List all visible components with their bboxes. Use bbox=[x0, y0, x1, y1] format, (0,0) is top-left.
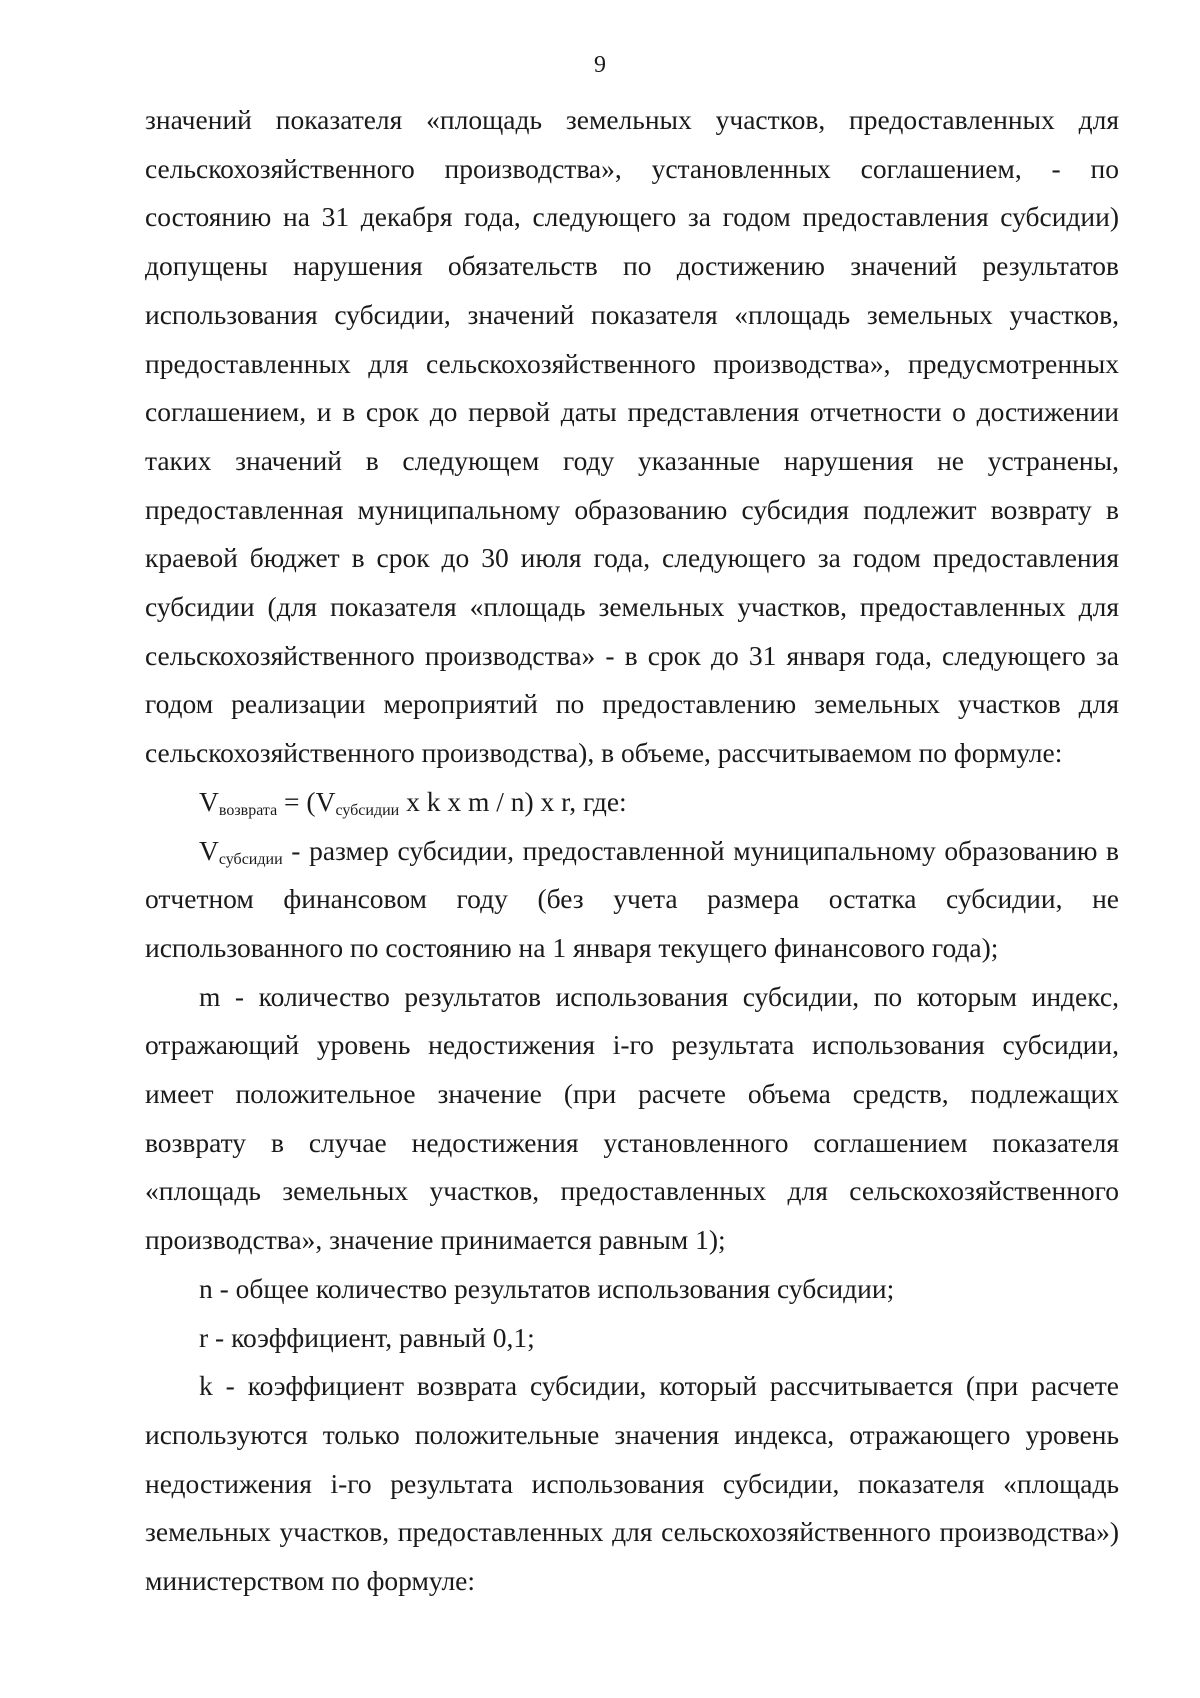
definition-v-text: - размер субсидии, предоставленной муниципальному образованию в отчетном финансовом году (без учета размера остатка субсидии, не использованного по состоянию на 1 января текущего финансового года); bbox=[145, 834, 1119, 963]
formula-sub-subsidy: субсидии bbox=[335, 801, 400, 819]
document-body bbox=[145, 96, 1119, 1606]
definition-k: k - коэффициент возврата субсидии, который рассчитывается (при расчете используются только положительные значения индекса, отражающего уровень недостижения i-го результата использования субсидии, показателя «площадь земельных участков, предоставленных для сельскохозяйственного производства») министерством по формуле: bbox=[145, 1370, 1119, 1597]
definition-v-symbol: V bbox=[199, 834, 219, 866]
formula-v: V bbox=[199, 785, 219, 817]
paragraph-return-conditions: значений показателя «площадь земельных участков, предоставленных для сельскохозяйственного производства», установленных соглашением, - по состоянию на 31 декабря года, следующего за годом предоставления субсидии) допущены нарушения обязательств по достижению значений результатов использования субсидии, значений показателя «площадь земельных участков, предоставленных для сельскохозяйственного производства», предусмотренных соглашением, и в срок до первой даты представления отчетности о достижении таких значений в следующем году указанные нарушения не устранены, предоставленная муниципальному образованию субсидия подлежит возврату в краевой бюджет в срок до 30 июля года, следующего за годом предоставления субсидии (для показателя «площадь земельных участков, предоставленных для сельскохозяйственного производства» - в срок до 31 января года, следующего за годом реализации мероприятий по предоставлению земельных участков для сельскохозяйственного производства), в объеме, рассчитываемом по формуле: bbox=[145, 104, 1119, 769]
definition-n: n - общее количество результатов использования субсидии; bbox=[199, 1272, 895, 1304]
formula-mid: = (V bbox=[277, 785, 336, 817]
definition-r: r - коэффициент, равный 0,1; bbox=[199, 1321, 535, 1353]
definition-m: m - количество результатов использования субсидии, по которым индекс, отражающий уровень недостижения i-го результата использования субсидии, имеет положительное значение (при расчете объема средств, подлежащих возврату в случае недостижения установленного соглашением показателя «площадь земельных участков, предоставленных для сельскохозяйственного производства», значение принимается равным 1); bbox=[145, 980, 1119, 1256]
definition-v-subscript: субсидии bbox=[218, 850, 283, 868]
formula-rest: x k x m / n) x r, где: bbox=[399, 785, 627, 817]
formula-return bbox=[145, 778, 1119, 827]
formula-sub-return: возврата bbox=[218, 801, 278, 819]
page-number: 9 bbox=[594, 52, 606, 78]
definition-v-subsidy bbox=[145, 827, 1119, 973]
